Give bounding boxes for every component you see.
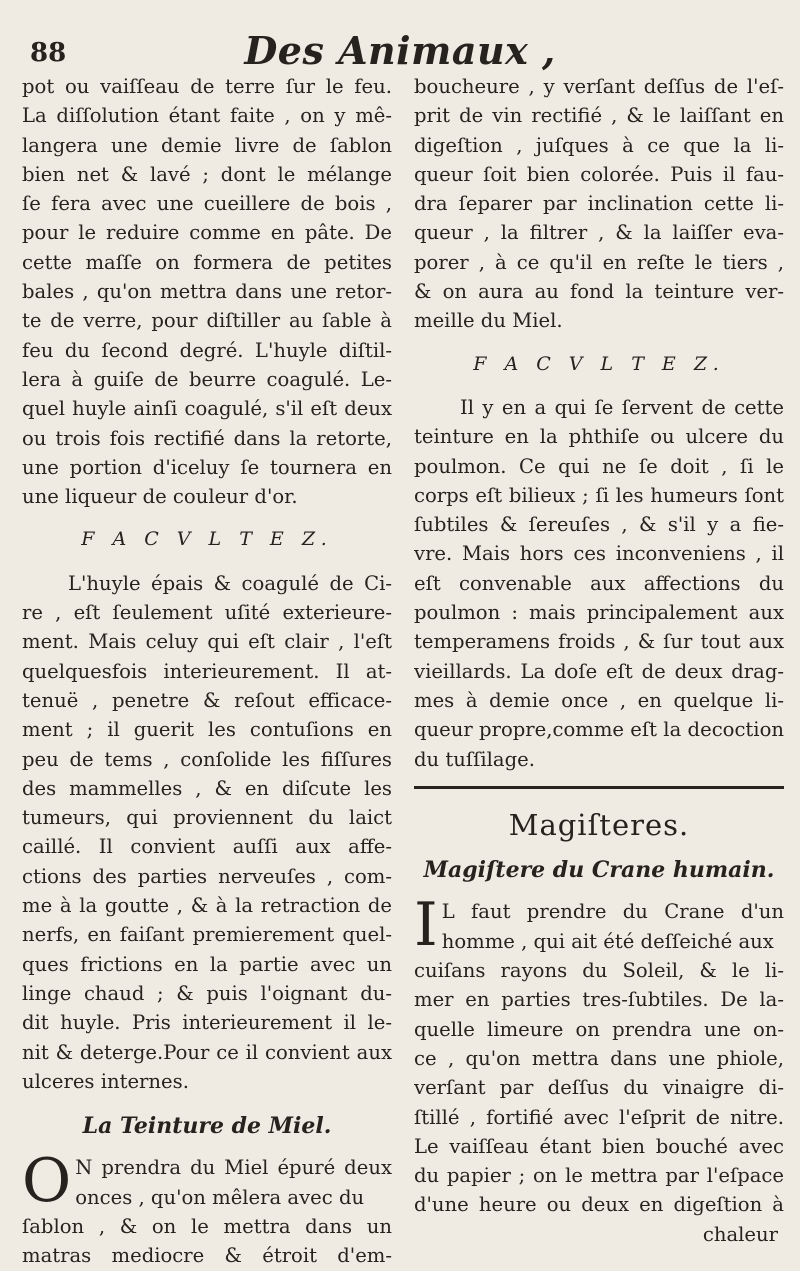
text-line: L faut prendre du Crane d'un	[441, 900, 784, 924]
text-line: quelle limeure on prendra une on-	[414, 1017, 784, 1041]
text-line: vieillards. La doſe eſt de deux drag-	[414, 659, 784, 683]
text-line: porer , à ce qu'il en reſte le tiers ,	[414, 250, 784, 274]
text-line: nerfs, en faiſant premierement quel-	[22, 923, 392, 947]
text-line: verſant par deſſus du vinaigre di-	[414, 1076, 784, 1100]
text-line: quel huyle ainſi coagulé, s'il eſt deux	[22, 397, 392, 421]
text-line: vre. Mais hors ces inconveniens , il	[414, 542, 784, 566]
text-line: ctions des parties nerveuſes , com-	[22, 864, 392, 888]
text-line: onces , qu'on mêlera avec du	[75, 1185, 365, 1209]
text-line: Le vaiſſeau étant bien bouché avec	[414, 1134, 784, 1158]
text-line: ulceres internes.	[22, 1069, 189, 1093]
text-line: du tuſſilage.	[414, 747, 535, 771]
text-line: ſtillé , fortifié avec l'eſprit de nitre.	[414, 1105, 784, 1129]
text-line: du papier ; on le mettra par l'eſpace	[414, 1164, 784, 1188]
catchword: chaleur	[702, 1222, 778, 1246]
text-line: quelquesfois interieurement. Il at-	[22, 659, 392, 683]
text-line: ques frictions en la partie avec un	[22, 952, 392, 976]
text-line: pot ou vaiſſeau de terre ſur le feu.	[22, 75, 392, 98]
right-paragraph-1	[414, 72, 784, 336]
left-paragraph-3	[22, 1146, 392, 1270]
text-line: ſe fera avec une cueillere de bois ,	[22, 192, 392, 216]
text-line: matras mediocre & étroit d'em-	[22, 1244, 392, 1268]
text-line: cette maſſe on formera de petites	[22, 250, 392, 274]
text-line: ment. Mais celuy qui eſt clair , l'eſt	[22, 630, 392, 654]
right-paragraph-3-first-lines	[414, 890, 784, 961]
text-line: cuiſans rayons du Soleil, & le li-	[414, 959, 784, 983]
text-line: dit huyle. Pris interieurement il le-	[22, 1011, 392, 1035]
text-line: corps eſt bilieux ; ſi les humeurs ſont	[414, 483, 784, 507]
text-line: temperamens froids , & ſur tout aux	[414, 630, 784, 654]
text-line: une portion d'iceluy ſe tournera en	[22, 455, 392, 479]
right-paragraph-2	[414, 393, 784, 774]
text-line: des mammelles , & en diſcute les	[22, 776, 392, 800]
left-paragraph-2	[22, 569, 392, 1096]
left-column	[22, 72, 392, 1271]
text-line: langera une demie livre de ſablon	[22, 133, 392, 157]
text-line: homme , qui ait été deſſeiché aux	[441, 929, 774, 953]
text-line: digeſtion , juſques à ce que la li-	[414, 133, 784, 157]
text-line: poulmon : mais principalement aux	[414, 601, 784, 625]
teinture-heading: La Teinture de Miel.	[82, 1113, 332, 1140]
drop-cap-o: O	[22, 1146, 72, 1217]
text-line: caillé. Il convient auſſi aux affe-	[22, 835, 392, 859]
text-line: eſt convenable aux affections du	[414, 571, 784, 595]
text-line: bien net & lavé ; dont le mélange	[22, 162, 392, 186]
text-line: boucheure , y verſant deſſus de l'eſ-	[414, 75, 784, 98]
text-line: Il y en a qui ſe ſervent de cette	[460, 395, 784, 419]
drop-cap-i: I	[414, 890, 438, 961]
text-line: nit & deterge.Pour ce il convient aux	[22, 1040, 392, 1064]
text-line: ſubtiles & ſereuſes , & s'il y a fie-	[414, 513, 784, 537]
text-line: L'huyle épais & coagulé de Ci-	[68, 571, 392, 595]
text-line: te de verre, pour diſtiller au ſable à	[22, 309, 392, 333]
running-title: Des Animaux ,	[244, 28, 556, 73]
text-line: me à la goutte , & à la retraction de	[22, 894, 392, 918]
facultez-heading-right: F A C V L T E Z.	[473, 352, 725, 375]
text-line: meille du Miel.	[414, 309, 563, 333]
facultez-heading-left: F A C V L T E Z.	[81, 528, 333, 551]
left-paragraph-1	[22, 72, 392, 511]
text-line: queur propre,comme eſt la decoction	[414, 718, 784, 742]
section-divider	[414, 786, 784, 793]
text-line: peu de tems , conſolide les fiſſures	[22, 747, 392, 771]
text-line: La diſſolution étant faite , on y mê-	[22, 104, 392, 128]
right-paragraph-3	[414, 890, 784, 1249]
text-line: ſablon , & on le mettra dans un	[22, 1214, 392, 1238]
right-column	[414, 72, 784, 1249]
page-header	[0, 18, 800, 73]
text-line: N prendra du Miel épuré deux	[75, 1156, 392, 1180]
text-line: linge chaud ; & puis l'oignant du-	[22, 981, 392, 1005]
text-line: ment ; il guerit les contuſions en	[22, 718, 392, 742]
text-line: d'une heure ou deux en digeſtion à	[414, 1193, 784, 1217]
text-line: feu du ſecond degré. L'huyle diſtil-	[22, 338, 392, 362]
text-line: queur , la filtrer , & la laiſſer eva-	[414, 221, 784, 245]
magistere-heading: Magiſtere du Crane humain.	[423, 857, 775, 884]
text-line: mes à demie once , en quelque li-	[414, 688, 784, 712]
text-line: prit de vin rectifié , & le laiſſant en	[414, 104, 784, 128]
text-line: bales , qu'on mettra dans une retor-	[22, 280, 392, 304]
section-title: Magiſteres.	[508, 807, 690, 842]
text-line: poulmon. Ce qui ne ſe doit , ſi le	[414, 454, 784, 478]
left-paragraph-3-rest	[22, 1212, 392, 1271]
text-line: teinture en la phthiſe ou ulcere du	[414, 425, 784, 449]
text-line: lera à guiſe de beurre coagulé. Le-	[22, 367, 392, 391]
text-line: & on aura au fond la teinture ver-	[414, 280, 784, 304]
text-line: queur ſoit bien colorée. Puis il fau-	[414, 162, 784, 186]
text-line: tumeurs, qui proviennent du laict	[22, 806, 392, 830]
text-line: mer en parties tres-ſubtiles. De la-	[414, 988, 784, 1012]
text-line: ce , qu'on mettra dans une phiole,	[414, 1046, 784, 1070]
right-paragraph-3-rest	[414, 956, 784, 1220]
text-line: re , eſt ſeulement uſité exterieure-	[22, 601, 392, 625]
text-line: tenuë , penetre & reſout efficace-	[22, 688, 392, 712]
text-line: dra ſeparer par inclination cette li-	[414, 192, 784, 216]
left-paragraph-3-first-lines	[22, 1146, 392, 1217]
text-line: pour le reduire comme en pâte. De	[22, 221, 392, 245]
text-line: ou trois fois rectifié dans la retorte,	[22, 426, 392, 450]
text-line: une liqueur de couleur d'or.	[22, 485, 298, 509]
page-number: 88	[30, 38, 67, 68]
